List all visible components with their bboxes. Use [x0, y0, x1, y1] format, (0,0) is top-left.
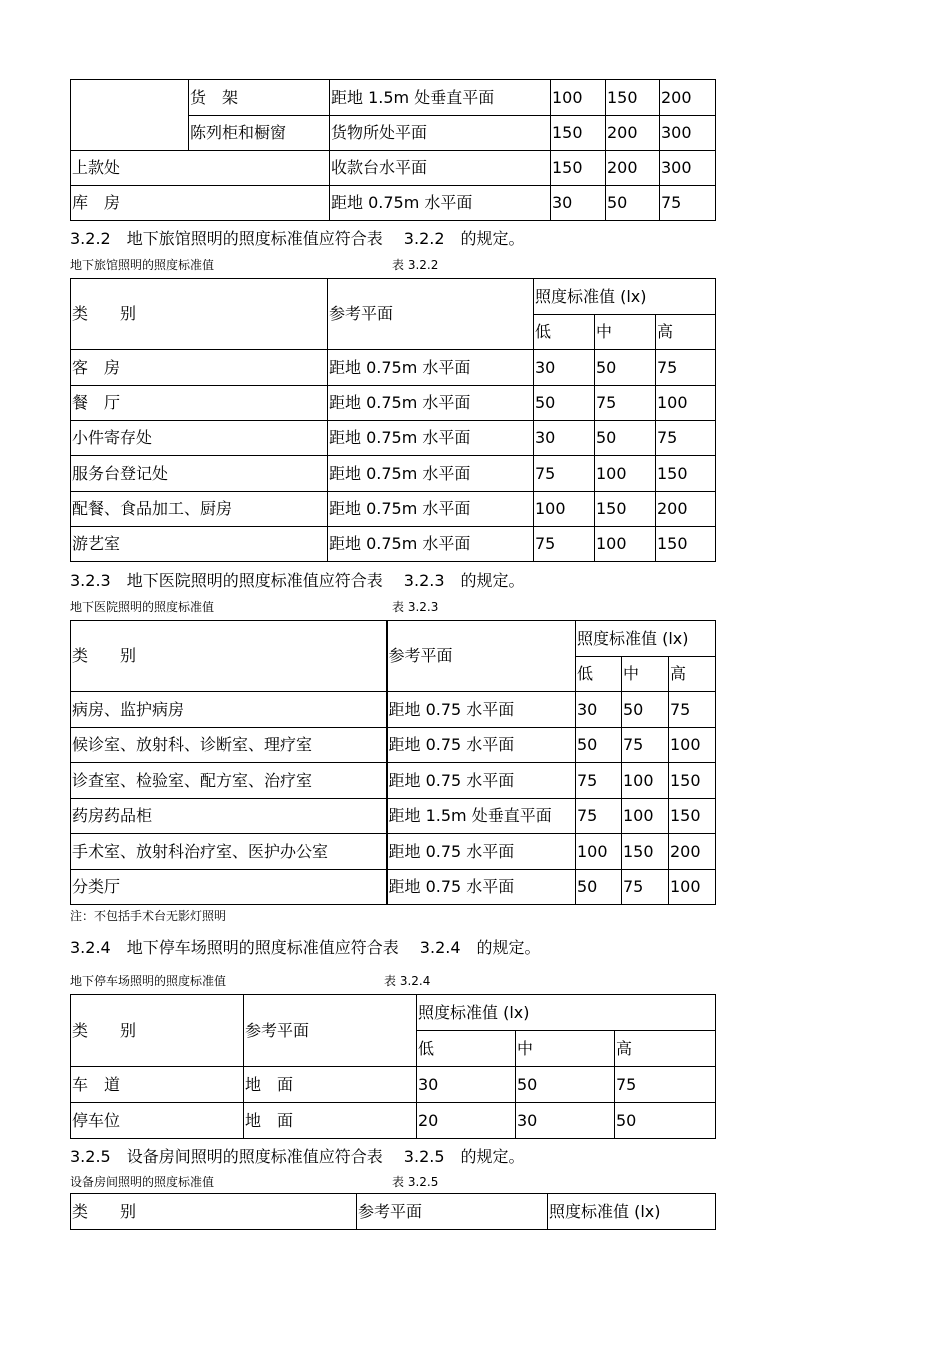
header-high: 高: [656, 315, 716, 350]
table-cell: 距地 0.75 水平面: [387, 834, 576, 870]
table-cell: 30: [516, 1103, 615, 1139]
table-row: [71, 834, 716, 870]
table-cell: 75: [669, 692, 716, 728]
table-cell: 手术室、放射科治疗室、医护办公室: [71, 834, 387, 870]
table-cell: 地 面: [244, 1067, 417, 1103]
table-row: [71, 799, 716, 834]
table-row: [71, 870, 716, 905]
parking-lighting-table: [70, 994, 716, 1139]
table-cell: 50: [576, 870, 622, 905]
table-cell: [71, 80, 189, 151]
table-cell: 游艺室: [71, 527, 328, 562]
caption-table-number: 表 3.2.2: [392, 258, 439, 272]
table-cell: 150: [551, 151, 606, 186]
header-category: 类 别: [71, 1194, 357, 1230]
header-illuminance-standard: 照度标准值 (lx): [548, 1194, 716, 1230]
section-heading-3-2-2: 3.2.2 地下旅馆照明的照度标准值应符合表 3.2.2 的规定。: [70, 229, 525, 248]
table-header-row: [71, 1194, 716, 1230]
hotel-lighting-table: [70, 278, 716, 562]
table-cell: 距地 0.75m 水平面: [328, 350, 534, 386]
table-cell: 距地 0.75m 水平面: [328, 527, 534, 562]
table-note: 注：不包括手术台无影灯照明: [70, 909, 227, 923]
table-cell: 50: [516, 1067, 615, 1103]
table-caption-3-2-5: [70, 1175, 530, 1189]
table-cell: 100: [595, 456, 656, 492]
header-low: 低: [417, 1031, 516, 1067]
table-cell: 距地 0.75m 水平面: [328, 492, 534, 527]
table-row: [71, 763, 716, 799]
table-cell: 30: [534, 350, 595, 386]
table-cell: 停车位: [71, 1103, 244, 1139]
table-row: [71, 1103, 716, 1139]
header-low: 低: [534, 315, 595, 350]
caption-title: 地下医院照明的照度标准值: [70, 600, 215, 614]
table-cell: 陈列柜和橱窗: [189, 116, 330, 151]
table-cell: 货物所处平面: [330, 116, 551, 151]
table-cell: 距地 1.5m 处垂直平面: [330, 80, 551, 116]
table-row: [71, 386, 716, 421]
table-cell: 200: [606, 116, 660, 151]
table-cell: 150: [669, 799, 716, 834]
equipment-room-lighting-table: [70, 1193, 716, 1230]
table-cell: 库 房: [71, 186, 330, 221]
header-mid: 中: [595, 315, 656, 350]
table-cell: 病房、监护病房: [71, 692, 387, 728]
table-header-row: [71, 621, 716, 657]
header-reference-plane: 参考平面: [328, 279, 534, 350]
table-cell: 距地 0.75 水平面: [387, 692, 576, 728]
table-cell: 距地 0.75 水平面: [387, 728, 576, 763]
table-cell: 100: [534, 492, 595, 527]
table-cell: 150: [656, 456, 716, 492]
header-illuminance-standard: 照度标准值 (lx): [417, 995, 716, 1031]
section-heading-3-2-4: 3.2.4 地下停车场照明的照度标准值应符合表 3.2.4 的规定。: [70, 938, 541, 957]
table-row: [71, 527, 716, 562]
table-row: [71, 692, 716, 728]
header-reference-plane: 参考平面: [357, 1194, 548, 1230]
table-cell: 候诊室、放射科、诊断室、理疗室: [71, 728, 387, 763]
table-cell: 50: [576, 728, 622, 763]
table-cell: 服务台登记处: [71, 456, 328, 492]
table-cell: 200: [656, 492, 716, 527]
table-cell: 配餐、食品加工、厨房: [71, 492, 328, 527]
hospital-lighting-table: [70, 620, 716, 905]
table-cell: 距地 0.75 水平面: [387, 870, 576, 905]
header-mid: 中: [516, 1031, 615, 1067]
table-cell: 药房药品柜: [71, 799, 387, 834]
header-low: 低: [576, 657, 622, 692]
table-cell: 100: [669, 728, 716, 763]
table-cell: 75: [534, 527, 595, 562]
caption-title: 设备房间照明的照度标准值: [70, 1175, 215, 1189]
table-cell: 200: [660, 80, 716, 116]
table-cell: 75: [615, 1067, 716, 1103]
table-cell: 75: [576, 763, 622, 799]
table-cell: 150: [551, 116, 606, 151]
table-cell: 距地 1.5m 处垂直平面: [387, 799, 576, 834]
section-heading-3-2-3: 3.2.3 地下医院照明的照度标准值应符合表 3.2.3 的规定。: [70, 571, 525, 590]
table-cell: 距地 0.75m 水平面: [330, 186, 551, 221]
table-cell: 50: [606, 186, 660, 221]
table-cell: 50: [534, 386, 595, 421]
table-cell: 150: [606, 80, 660, 116]
table-cell: 50: [622, 692, 669, 728]
table-cell: 车 道: [71, 1067, 244, 1103]
table-row: [71, 80, 716, 116]
table-cell: 上款处: [71, 151, 330, 186]
table-row: [71, 350, 716, 386]
table-cell: 收款台水平面: [330, 151, 551, 186]
table-header-row: [71, 279, 716, 315]
table-cell: 200: [606, 151, 660, 186]
table-cell: 75: [656, 421, 716, 456]
table-row: [71, 456, 716, 492]
shop-lighting-table-continued: [70, 79, 716, 221]
table-cell: 75: [576, 799, 622, 834]
table-caption-3-2-2: [70, 258, 530, 272]
table-cell: 300: [660, 116, 716, 151]
table-row: [71, 492, 716, 527]
table-cell: 75: [595, 386, 656, 421]
caption-table-number: 表 3.2.3: [392, 600, 439, 614]
table-cell: 300: [660, 151, 716, 186]
header-reference-plane: 参考平面: [387, 621, 576, 692]
table-cell: 100: [576, 834, 622, 870]
header-mid: 中: [622, 657, 669, 692]
table-cell: 75: [622, 728, 669, 763]
table-cell: 客 房: [71, 350, 328, 386]
table-cell: 75: [656, 350, 716, 386]
table-cell: 30: [576, 692, 622, 728]
table-cell: 200: [669, 834, 716, 870]
table-cell: 100: [669, 870, 716, 905]
table-cell: 100: [622, 763, 669, 799]
table-cell: 50: [595, 421, 656, 456]
table-cell: 分类厅: [71, 870, 387, 905]
table-caption-3-2-3: [70, 600, 530, 614]
table-cell: 75: [534, 456, 595, 492]
table-row: [71, 421, 716, 456]
caption-table-number: 表 3.2.5: [392, 1175, 439, 1189]
table-cell: 30: [534, 421, 595, 456]
table-cell: 距地 0.75 水平面: [387, 763, 576, 799]
table-row: [71, 728, 716, 763]
table-cell: 距地 0.75m 水平面: [328, 456, 534, 492]
caption-table-number: 表 3.2.4: [384, 974, 431, 988]
table-cell: 150: [656, 527, 716, 562]
table-cell: 餐 厅: [71, 386, 328, 421]
table-cell: 小件寄存处: [71, 421, 328, 456]
table-cell: 150: [595, 492, 656, 527]
table-cell: 距地 0.75m 水平面: [328, 421, 534, 456]
table-cell: 地 面: [244, 1103, 417, 1139]
table-row: [71, 151, 716, 186]
header-high: 高: [615, 1031, 716, 1067]
header-category: 类 别: [71, 279, 328, 350]
table-row: [71, 1067, 716, 1103]
caption-title: 地下旅馆照明的照度标准值: [70, 258, 215, 272]
table-cell: 距地 0.75m 水平面: [328, 386, 534, 421]
table-cell: 100: [622, 799, 669, 834]
table-cell: 30: [551, 186, 606, 221]
header-illuminance-standard: 照度标准值 (lx): [576, 621, 716, 657]
table-header-row: [71, 995, 716, 1031]
table-cell: 货 架: [189, 80, 330, 116]
table-cell: 诊查室、检验室、配方室、治疗室: [71, 763, 387, 799]
table-cell: 75: [660, 186, 716, 221]
header-reference-plane: 参考平面: [244, 995, 417, 1067]
section-heading-3-2-5: 3.2.5 设备房间照明的照度标准值应符合表 3.2.5 的规定。: [70, 1147, 525, 1166]
table-cell: 150: [669, 763, 716, 799]
table-row: [71, 186, 716, 221]
table-cell: 75: [622, 870, 669, 905]
header-category: 类 别: [71, 621, 387, 692]
table-cell: 20: [417, 1103, 516, 1139]
header-category: 类 别: [71, 995, 244, 1067]
table-cell: 100: [551, 80, 606, 116]
table-cell: 50: [615, 1103, 716, 1139]
table-cell: 150: [622, 834, 669, 870]
header-high: 高: [669, 657, 716, 692]
table-cell: 50: [595, 350, 656, 386]
table-cell: 100: [656, 386, 716, 421]
table-cell: 30: [417, 1067, 516, 1103]
table-caption-3-2-4: [70, 974, 530, 988]
header-illuminance-standard: 照度标准值 (lx): [534, 279, 716, 315]
caption-title: 地下停车场照明的照度标准值: [70, 974, 227, 988]
table-cell: 100: [595, 527, 656, 562]
